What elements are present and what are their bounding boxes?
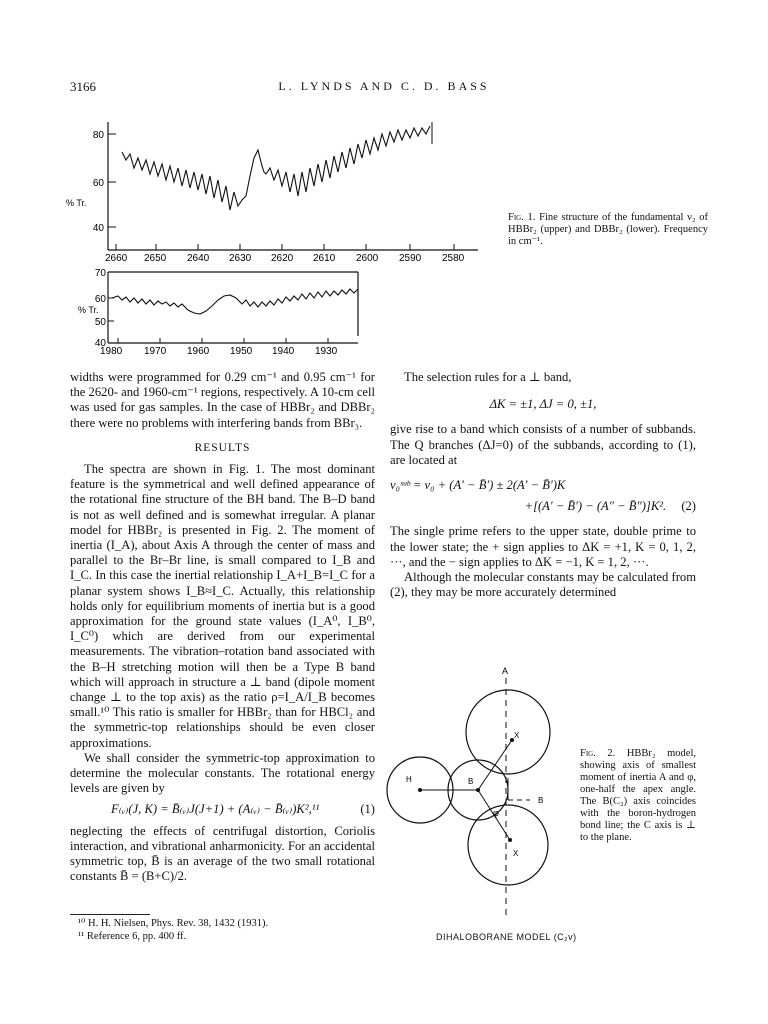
equation-2-line-2-body: +[(A′ − B̄′) − (A″ − B̄″)]K². [524, 499, 667, 514]
label-h: H [406, 775, 412, 784]
lower-x-tick-label: 1970 [144, 346, 167, 357]
running-head: L. LYNDS AND C. D. BASS [278, 79, 490, 93]
paragraph-giverise: give rise to a band which consists of a number of subbands. The Q branches (ΔJ=0) of the subbands, according to (1), are located at [390, 422, 696, 467]
lower-y-tick-label: 50 [94, 317, 106, 328]
paragraph-results: The spectra are shown in Fig. 1. The most dominant feature is the symmetrical and well defined appearance of the rotational fine structure of the BH band. The B–D band is not as well defined and is somewhat irregular. A planar model for HBBr₂ is presented in Fig. 2. The moment of inertia (I_A), about Axis A through the center of mass and parallel to the Br–Br line, is small compared to I_B and I_C. In this case the inertial relationship I_A+I_B=I_C for a planar system shows I_B≈I_C. Actually, this relationship holds only for equilibrium moments of inertia but is a good approximation for the ground state values (I_A⁰, I_B⁰, I_C⁰) which are derived from our experimental measurements. The vibration–rotation band associated with the B–H stretching motion will then be a Type B band which will approach in structure a ⊥ band (dipole moment change ⊥ to the top axis) as the ratio ρ=I_A/I_B becomes small.¹⁰ This ratio is smaller for HBBr₂ than for HBCl₂ and the symmetric-top relationships should be even closer approximations. [70, 462, 375, 750]
lower-x-ticks [118, 338, 328, 343]
label-a-axis: A [502, 666, 509, 676]
label-phi: φ [493, 808, 499, 818]
lower-y-tick-label: 60 [94, 294, 106, 305]
lower-x-tick-label: 1980 [100, 346, 123, 357]
upper-x-tick-label: 2650 [144, 253, 167, 264]
equation-2-line-2 [390, 499, 696, 514]
bromine-atom-upper [466, 690, 550, 774]
label-b-axis: B [538, 796, 544, 805]
upper-x-tick-label: 2620 [271, 253, 294, 264]
label-x-upper: X [514, 731, 520, 740]
bromine-lower-nucleus [508, 838, 512, 842]
upper-y-tick-label: 40 [92, 223, 104, 234]
upper-y-tick-label: 80 [92, 130, 104, 141]
lower-x-tick-label: 1930 [315, 346, 338, 357]
figure-1-caption [508, 212, 708, 248]
bromine-atom-lower [468, 805, 548, 885]
paragraph-neglect: neglecting the effects of centrifugal distortion, Coriolis interaction, and vibrational anharmonicity. For an accidental symmetric top, B̄ is an average of the two small rotational constants B̄ = (B+C)/2. [70, 823, 375, 884]
upper-x-ticks [116, 244, 454, 250]
footnotes [78, 918, 378, 943]
upper-spectrum-trace [122, 126, 430, 210]
upper-x-tick-label: 2640 [187, 253, 210, 264]
label-b-atom: B [468, 777, 474, 786]
lower-x-tick-label: 1940 [272, 346, 295, 357]
upper-x-tick-label: 2580 [442, 253, 465, 264]
equation-2-number: (2) [681, 499, 696, 514]
paragraph-prime: The single prime refers to the upper state, double prime to the lower state; the + sign applies to ΔK = +1, K = 0, 1, 2, ···, and the − sign applies to ΔK = −1, K = 1, 2, ···. [390, 524, 696, 569]
lower-y-tick-label: 70 [94, 268, 106, 279]
figure-2-caption-text: HBBr₂ model, showing axis of smallest moment of inertia A and φ, one-half the apex angle. The B(C₂) axis coincides with the boron-hydrogen bond line; the C axis is ⊥ to the plane. [580, 748, 696, 843]
paragraph-selection: The selection rules for a ⊥ band, [404, 370, 572, 384]
paragraph-symtop: We shall consider the symmetric-top approximation to determine the molecular constants. The rotational energy levels are given by [70, 750, 375, 796]
figure-1-caption-label: Fig. 1. [508, 212, 536, 223]
equation-1 [70, 802, 375, 817]
figure-2-model-diagram [380, 660, 580, 945]
footnote-10: ¹⁰ H. H. Nielsen, Phys. Rev. 38, 1432 (1931). [78, 918, 269, 929]
figure-2-model-title: DIHALOBORANE MODEL (C₂v) [436, 932, 577, 942]
equation-1-body: F₍ᵥ₎(J, K) = B̄₍ᵥ₎J(J+1) + (A₍ᵥ₎ − B̄₍ᵥ₎)K²,¹¹ [111, 802, 320, 817]
heading-results: RESULTS [194, 441, 251, 454]
upper-x-tick-label: 2630 [229, 253, 252, 264]
label-x-lower: X [513, 849, 519, 858]
lower-spectrum-trace [112, 289, 358, 314]
upper-x-tick-label: 2660 [105, 253, 128, 264]
right-column [390, 370, 696, 600]
footnote-rule [70, 914, 150, 915]
equation-selection: ΔK = ±1, ΔJ = 0, ±1, [489, 397, 597, 412]
paragraph-although: Although the molecular constants may be calculated from (2), they may be more accurately determined [390, 570, 696, 600]
page-number: 3166 [70, 79, 96, 94]
lower-y-label: % Tr. [78, 305, 99, 315]
boron-nucleus [476, 788, 480, 792]
upper-x-tick-label: 2600 [356, 253, 379, 264]
upper-y-label: % Tr. [66, 198, 87, 208]
equation-1-number: (1) [360, 802, 375, 817]
upper-x-tick-label: 2610 [313, 253, 336, 264]
figure-2-caption-label: Fig. 2. [580, 748, 616, 759]
lower-x-tick-label: 1950 [230, 346, 253, 357]
figure-2-caption [580, 748, 696, 844]
upper-x-tick-label: 2590 [399, 253, 422, 264]
footnote-11: ¹¹ Reference 6, pp. 400 ff. [78, 930, 187, 942]
paragraph-intro: widths were programmed for 0.29 cm⁻¹ and 0.95 cm⁻¹ for the 2620- and 1960-cm⁻¹ regions, respectively. A 10-cm cell was used for gas samples. In the case of HBBr₂ and DBBr₂ there were no problems with interfering bands from BBr₃. [70, 370, 375, 430]
lower-x-tick-label: 1960 [187, 346, 210, 357]
left-column [70, 370, 375, 885]
figure-1-spectra [60, 110, 500, 360]
lower-y-tick-label: 40 [94, 338, 106, 349]
upper-y-tick-label: 60 [92, 178, 104, 189]
hydrogen-nucleus [418, 788, 422, 792]
equation-2-line-1: ν₀ˢᵘᵇ = ν₀ + (A′ − B̄′) ± 2(A′ − B̄′)K [390, 478, 566, 493]
figure-1-caption-text: Fine structure of the fundamental ν₂ of HBBr₂ (upper) and DBBr₂ (lower). Frequency in cm⁻¹. [508, 212, 708, 247]
